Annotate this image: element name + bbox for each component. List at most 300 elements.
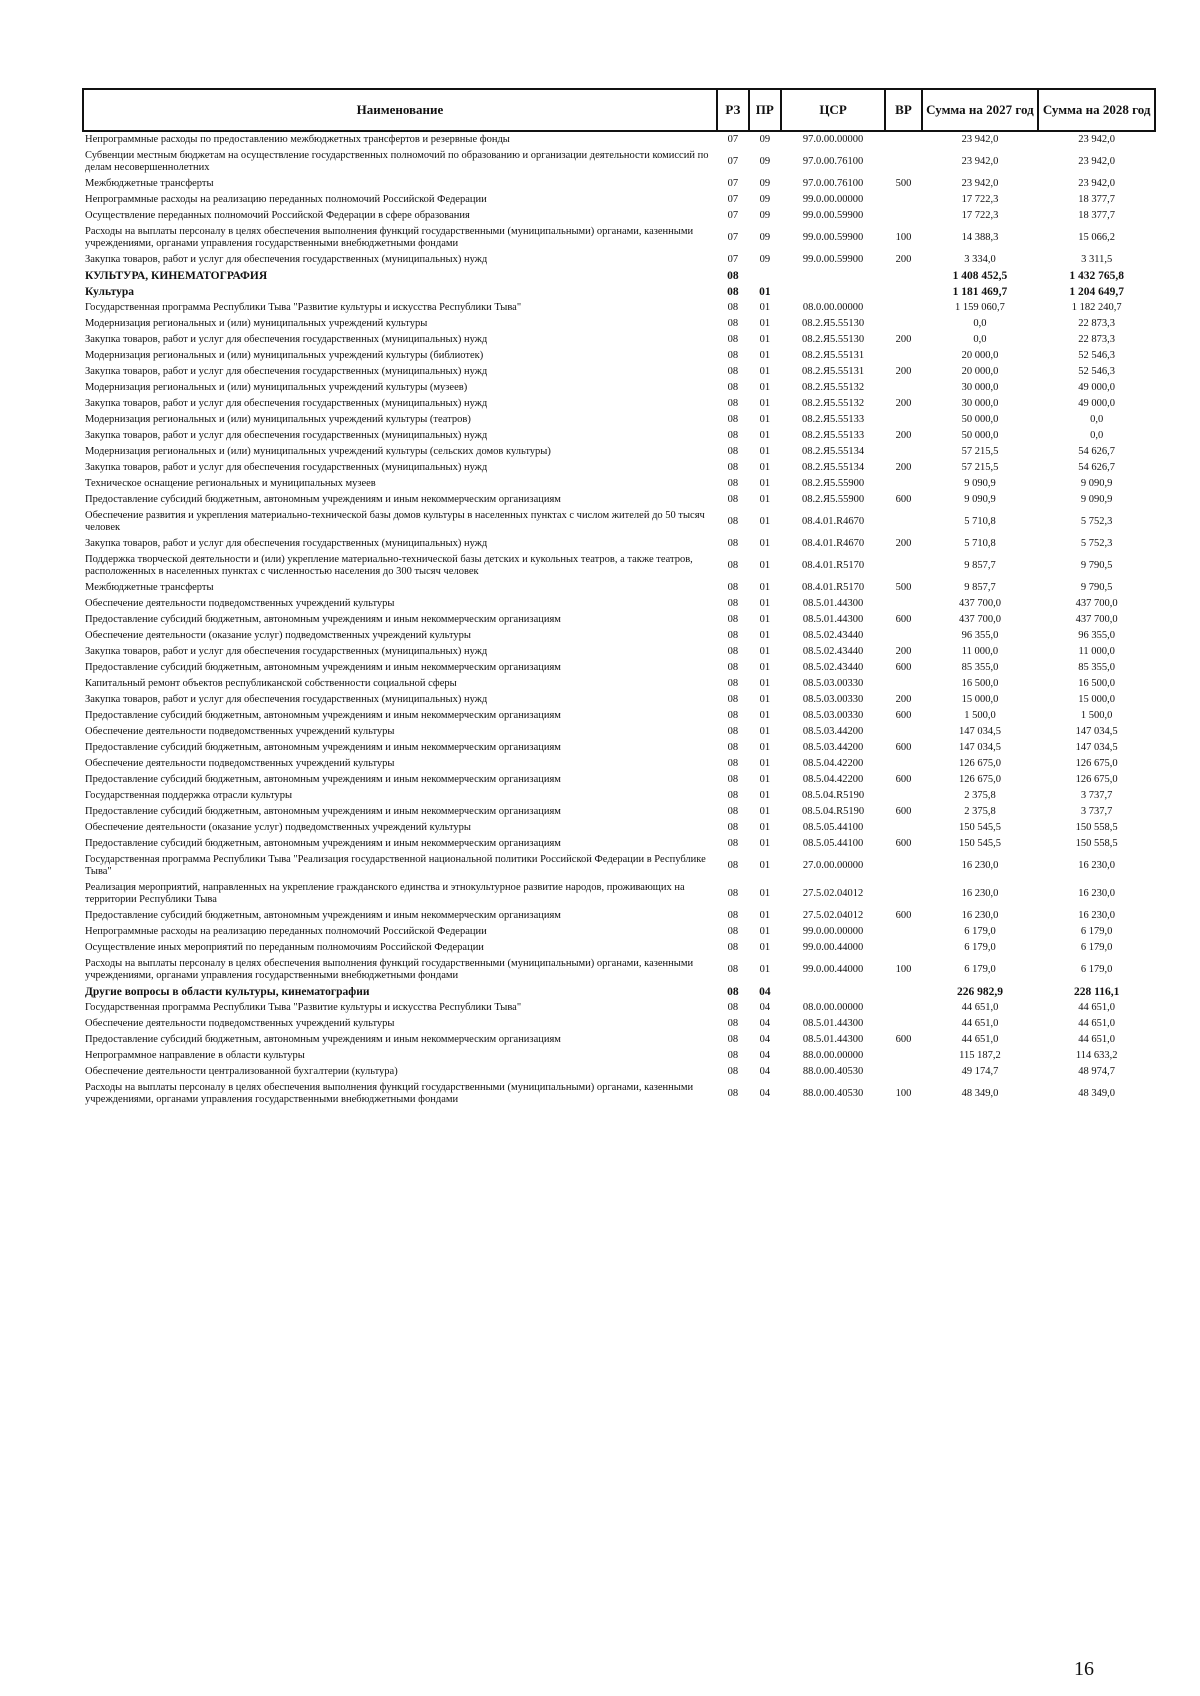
row-rz: 08 xyxy=(727,398,739,409)
row-sum-2028: 23 942,0 xyxy=(1078,156,1116,167)
table-row xyxy=(83,628,1155,644)
row-pr: 01 xyxy=(759,430,771,441)
row-sum-2027: 1 159 060,7 xyxy=(955,302,1005,313)
row-name: Закупка товаров, работ и услуг для обеспечения государственных (муниципальных) нужд xyxy=(85,254,488,265)
row-pr: 04 xyxy=(759,1050,771,1061)
row-sum-2027: 57 215,5 xyxy=(961,462,999,473)
header-pr: ПР xyxy=(749,89,781,131)
row-vr: 200 xyxy=(895,462,912,473)
row-name: Предоставление субсидий бюджетным, автономным учреждениям и иным некоммерческим организациям xyxy=(85,742,561,753)
row-sum-2027: 147 034,5 xyxy=(958,726,1001,737)
row-pr: 09 xyxy=(759,178,771,189)
row-csr: 88.0.00.40530 xyxy=(802,1066,864,1077)
table-row xyxy=(83,1016,1155,1032)
row-sum-2028: 16 230,0 xyxy=(1078,888,1116,899)
row-sum-2028: 147 034,5 xyxy=(1075,742,1118,753)
row-sum-2027: 1 408 452,5 xyxy=(952,270,1008,282)
row-sum-2028: 3 311,5 xyxy=(1081,254,1113,265)
row-csr: 08.5.02.43440 xyxy=(802,662,864,673)
row-rz: 08 xyxy=(727,888,739,899)
table-row xyxy=(83,924,1155,940)
row-pr: 01 xyxy=(759,742,771,753)
row-pr: 01 xyxy=(759,926,771,937)
row-sum-2028: 228 116,1 xyxy=(1073,986,1120,998)
row-sum-2028: 48 349,0 xyxy=(1078,1088,1116,1099)
table-row xyxy=(83,820,1155,836)
row-sum-2028: 1 432 765,8 xyxy=(1069,270,1124,282)
row-sum-2028: 147 034,5 xyxy=(1075,726,1118,737)
row-pr: 01 xyxy=(759,694,771,705)
row-pr: 01 xyxy=(759,516,771,527)
row-sum-2027: 5 710,8 xyxy=(964,516,996,527)
row-name: Предоставление субсидий бюджетным, автономным учреждениям и иным некоммерческим организациям xyxy=(85,910,561,921)
row-sum-2028: 3 737,7 xyxy=(1080,790,1113,801)
row-name: Предоставление субсидий бюджетным, автономным учреждениям и иным некоммерческим организациям xyxy=(85,614,561,625)
row-csr: 88.0.00.40530 xyxy=(802,1088,864,1099)
header-sum-2027: Сумма на 2027 год xyxy=(922,89,1039,131)
table-row xyxy=(83,396,1155,412)
table-row xyxy=(83,612,1155,628)
table-row xyxy=(83,192,1155,208)
row-name: Капитальный ремонт объектов республиканской собственности социальной сферы xyxy=(85,678,457,689)
row-rz: 08 xyxy=(727,758,739,769)
row-sum-2028: 126 675,0 xyxy=(1075,774,1118,785)
row-name: Предоставление субсидий бюджетным, автономным учреждениям и иным некоммерческим организациям xyxy=(85,1034,561,1045)
row-rz: 08 xyxy=(727,430,739,441)
row-sum-2028: 49 000,0 xyxy=(1078,382,1116,393)
row-name: Обеспечение деятельности подведомственных учреждений культуры xyxy=(85,598,395,609)
row-vr xyxy=(885,348,921,364)
row-sum-2028: 1 204 649,7 xyxy=(1069,286,1124,298)
row-sum-2028: 54 626,7 xyxy=(1078,446,1116,457)
row-sum-2027: 0,0 xyxy=(973,334,987,345)
row-name: Предоставление субсидий бюджетным, автономным учреждениям и иным некоммерческим организациям xyxy=(85,774,561,785)
row-pr xyxy=(749,268,781,284)
row-pr: 01 xyxy=(759,662,771,673)
table-row xyxy=(83,536,1155,552)
row-sum-2028: 9 790,5 xyxy=(1080,582,1113,593)
row-vr xyxy=(885,756,921,772)
row-rz: 08 xyxy=(727,598,739,609)
row-pr: 04 xyxy=(759,1088,771,1099)
row-vr: 200 xyxy=(895,646,912,657)
row-pr: 01 xyxy=(759,462,771,473)
row-rz: 08 xyxy=(727,910,739,921)
row-vr xyxy=(885,284,921,300)
row-rz: 08 xyxy=(727,582,739,593)
row-vr xyxy=(885,380,921,396)
row-pr: 01 xyxy=(759,582,771,593)
row-sum-2028: 0,0 xyxy=(1090,414,1104,425)
header-sum-2028: Сумма на 2028 год xyxy=(1038,89,1155,131)
row-pr: 01 xyxy=(759,350,771,361)
table-row xyxy=(83,940,1155,956)
table-row xyxy=(83,724,1155,740)
row-sum-2027: 147 034,5 xyxy=(958,742,1001,753)
table-row xyxy=(83,852,1155,880)
row-pr: 09 xyxy=(759,156,771,167)
row-vr xyxy=(885,596,921,612)
row-csr: 08.2.Я5.55133 xyxy=(801,414,865,425)
row-csr: 08.2.Я5.55900 xyxy=(801,478,865,489)
row-csr: 08.0.00.00000 xyxy=(802,302,864,313)
row-sum-2027: 17 722,3 xyxy=(961,210,999,221)
row-vr xyxy=(885,1000,921,1016)
row-vr: 200 xyxy=(895,430,912,441)
table-row xyxy=(83,908,1155,924)
row-rz: 08 xyxy=(727,710,739,721)
row-name: Обеспечение деятельности централизованной бухгалтерии (культура) xyxy=(85,1066,398,1077)
row-rz: 08 xyxy=(727,646,739,657)
row-rz: 08 xyxy=(727,1034,739,1045)
row-sum-2027: 50 000,0 xyxy=(961,430,999,441)
row-csr: 08.5.01.44300 xyxy=(802,1018,864,1029)
row-name: Закупка товаров, работ и услуг для обеспечения государственных (муниципальных) нужд xyxy=(85,538,488,549)
row-rz: 08 xyxy=(727,1002,739,1013)
row-sum-2027: 9 090,9 xyxy=(964,494,996,505)
row-pr: 01 xyxy=(759,614,771,625)
row-name: Закупка товаров, работ и услуг для обеспечения государственных (муниципальных) нужд xyxy=(85,646,488,657)
row-pr: 01 xyxy=(759,318,771,329)
row-pr: 01 xyxy=(759,790,771,801)
row-sum-2027: 48 349,0 xyxy=(961,1088,999,1099)
row-sum-2027: 437 700,0 xyxy=(958,598,1001,609)
row-csr: 97.0.00.76100 xyxy=(802,178,864,189)
row-name: Непрограммные расходы на реализацию переданных полномочий Российской Федерации xyxy=(85,926,487,937)
row-vr: 500 xyxy=(895,582,912,593)
row-name: Осуществление иных мероприятий по переданным полномочиям Российской Федерации xyxy=(85,942,484,953)
row-sum-2028: 150 558,5 xyxy=(1075,838,1118,849)
row-name: Обеспечение деятельности подведомственных учреждений культуры xyxy=(85,726,395,737)
row-name: Государственная поддержка отрасли культуры xyxy=(85,790,293,801)
row-rz: 08 xyxy=(727,614,739,625)
table-row xyxy=(83,1080,1155,1108)
row-name: Обеспечение деятельности (оказание услуг) подведомственных учреждений культуры xyxy=(85,822,471,833)
row-csr: 08.5.03.00330 xyxy=(802,678,864,689)
row-vr xyxy=(885,444,921,460)
row-sum-2028: 23 942,0 xyxy=(1078,178,1116,189)
row-sum-2027: 30 000,0 xyxy=(961,382,999,393)
row-sum-2027: 11 000,0 xyxy=(961,646,999,657)
row-pr: 01 xyxy=(759,822,771,833)
row-vr: 200 xyxy=(895,254,912,265)
row-csr: 27.0.00.00000 xyxy=(802,860,864,871)
row-vr xyxy=(885,412,921,428)
row-rz: 08 xyxy=(727,774,739,785)
row-csr: 08.5.04.R5190 xyxy=(801,790,865,801)
row-sum-2027: 0,0 xyxy=(973,318,987,329)
row-name: Закупка товаров, работ и услуг для обеспечения государственных (муниципальных) нужд xyxy=(85,334,488,345)
table-row xyxy=(83,224,1155,252)
row-name: Предоставление субсидий бюджетным, автономным учреждениям и иным некоммерческим организациям xyxy=(85,662,561,673)
row-csr: 08.5.02.43440 xyxy=(802,646,864,657)
row-vr: 600 xyxy=(895,806,912,817)
table-row xyxy=(83,268,1155,284)
row-csr: 99.0.00.44000 xyxy=(802,964,864,975)
row-rz: 08 xyxy=(727,742,739,753)
row-rz: 07 xyxy=(727,210,739,221)
row-csr: 99.0.00.00000 xyxy=(802,926,864,937)
row-rz: 07 xyxy=(727,254,739,265)
row-rz: 08 xyxy=(727,350,739,361)
row-csr: 08.5.02.43440 xyxy=(802,630,864,641)
table-body xyxy=(83,131,1155,1108)
row-rz: 07 xyxy=(727,178,739,189)
row-sum-2028: 0,0 xyxy=(1090,430,1104,441)
row-pr: 04 xyxy=(759,1066,771,1077)
row-sum-2027: 126 675,0 xyxy=(958,758,1001,769)
row-csr: 08.5.05.44100 xyxy=(802,822,864,833)
row-sum-2028: 11 000,0 xyxy=(1078,646,1115,657)
row-pr: 01 xyxy=(759,758,771,769)
table-row xyxy=(83,708,1155,724)
row-pr: 01 xyxy=(759,286,771,298)
row-sum-2028: 18 377,7 xyxy=(1078,194,1116,205)
row-sum-2027: 6 179,0 xyxy=(964,964,996,975)
row-sum-2028: 437 700,0 xyxy=(1075,598,1118,609)
row-sum-2027: 44 651,0 xyxy=(961,1034,999,1045)
row-pr: 01 xyxy=(759,334,771,345)
table-row xyxy=(83,644,1155,660)
row-csr: 97.0.00.00000 xyxy=(802,134,864,145)
row-sum-2027: 150 545,5 xyxy=(958,838,1001,849)
row-name: Предоставление субсидий бюджетным, автономным учреждениям и иным некоммерческим организациям xyxy=(85,806,561,817)
row-sum-2028: 44 651,0 xyxy=(1078,1018,1116,1029)
row-sum-2027: 17 722,3 xyxy=(961,194,999,205)
table-row xyxy=(83,788,1155,804)
row-vr xyxy=(885,724,921,740)
row-sum-2027: 16 500,0 xyxy=(961,678,999,689)
row-csr: 08.2.Я5.55130 xyxy=(801,334,865,345)
row-vr xyxy=(885,316,921,332)
table-row xyxy=(83,428,1155,444)
row-csr: 08.2.Я5.55131 xyxy=(801,366,865,377)
row-csr: 08.4.01.R4670 xyxy=(801,538,865,549)
row-sum-2028: 9 090,9 xyxy=(1080,478,1113,489)
table-header xyxy=(83,89,1155,131)
row-name: Закупка товаров, работ и услуг для обеспечения государственных (муниципальных) нужд xyxy=(85,366,488,377)
row-vr xyxy=(885,552,921,580)
row-pr: 01 xyxy=(759,964,771,975)
row-sum-2027: 9 857,7 xyxy=(964,582,996,593)
row-sum-2028: 437 700,0 xyxy=(1075,614,1118,625)
row-rz: 08 xyxy=(727,838,739,849)
row-pr: 04 xyxy=(759,1018,771,1029)
row-vr xyxy=(885,131,921,148)
row-vr: 600 xyxy=(895,710,912,721)
row-rz: 08 xyxy=(727,560,739,571)
row-csr: 08.5.03.44200 xyxy=(802,742,864,753)
table-row xyxy=(83,492,1155,508)
row-sum-2027: 1 181 469,7 xyxy=(952,286,1008,298)
table-row xyxy=(83,364,1155,380)
table-row xyxy=(83,332,1155,348)
row-sum-2028: 16 230,0 xyxy=(1078,860,1116,871)
table-row xyxy=(83,596,1155,612)
row-name: Закупка товаров, работ и услуг для обеспечения государственных (муниципальных) нужд xyxy=(85,398,488,409)
table-row xyxy=(83,1000,1155,1016)
row-rz: 08 xyxy=(727,694,739,705)
row-rz: 08 xyxy=(727,446,739,457)
row-vr xyxy=(885,880,921,908)
row-name: Непрограммные расходы по предоставлению межбюджетных трансфертов и резервные фонды xyxy=(85,134,510,145)
table-row xyxy=(83,412,1155,428)
row-csr xyxy=(781,984,886,1000)
row-vr xyxy=(885,1048,921,1064)
row-sum-2027: 23 942,0 xyxy=(961,156,999,167)
row-name: Непрограммные расходы на реализацию переданных полномочий Российской Федерации xyxy=(85,194,487,205)
row-pr: 09 xyxy=(759,232,771,243)
table-row xyxy=(83,580,1155,596)
row-sum-2027: 2 375,8 xyxy=(964,806,996,817)
row-name: Закупка товаров, работ и услуг для обеспечения государственных (муниципальных) нужд xyxy=(85,694,488,705)
row-sum-2028: 22 873,3 xyxy=(1078,318,1116,329)
table-row xyxy=(83,476,1155,492)
row-pr: 01 xyxy=(759,560,771,571)
row-pr: 01 xyxy=(759,888,771,899)
row-pr: 01 xyxy=(759,366,771,377)
row-pr: 01 xyxy=(759,598,771,609)
table-row xyxy=(83,1064,1155,1080)
row-rz: 08 xyxy=(727,942,739,953)
row-vr xyxy=(885,208,921,224)
row-pr: 01 xyxy=(759,774,771,785)
row-sum-2027: 3 334,0 xyxy=(964,254,996,265)
row-sum-2027: 20 000,0 xyxy=(961,350,999,361)
row-sum-2028: 44 651,0 xyxy=(1078,1034,1116,1045)
row-pr: 01 xyxy=(759,678,771,689)
row-name: Закупка товаров, работ и услуг для обеспечения государственных (муниципальных) нужд xyxy=(85,430,488,441)
row-name: Предоставление субсидий бюджетным, автономным учреждениям и иным некоммерческим организациям xyxy=(85,710,561,721)
header-rz: РЗ xyxy=(717,89,749,131)
row-sum-2028: 15 066,2 xyxy=(1078,232,1116,243)
row-name: Модернизация региональных и (или) муниципальных учреждений культуры (сельских домов культуры) xyxy=(85,446,551,457)
row-vr xyxy=(885,940,921,956)
row-sum-2027: 96 355,0 xyxy=(961,630,999,641)
row-rz: 08 xyxy=(727,334,739,345)
row-rz: 08 xyxy=(727,662,739,673)
row-sum-2027: 23 942,0 xyxy=(961,178,999,189)
row-pr: 01 xyxy=(759,382,771,393)
row-pr: 04 xyxy=(759,1034,771,1045)
table-row xyxy=(83,772,1155,788)
row-sum-2027: 226 982,9 xyxy=(956,986,1003,998)
row-vr: 200 xyxy=(895,538,912,549)
row-name: Обеспечение развития и укрепления материально-технической базы домов культуры в населенных пунктах с числом жителей до 50 тысяч человек xyxy=(85,510,705,533)
row-rz: 08 xyxy=(727,494,739,505)
row-vr: 100 xyxy=(895,964,912,975)
row-name: Расходы на выплаты персоналу в целях обеспечения выполнения функций государственными (муниципальными) органами, казенными учреждениями, органами управления государственными внебюджетными фондами xyxy=(85,226,694,249)
table-row xyxy=(83,508,1155,536)
table-row xyxy=(83,552,1155,580)
row-pr: 09 xyxy=(759,210,771,221)
row-name: Поддержка творческой деятельности и (или) укрепление материально-технической базы детских и кукольных театров, а также театров, расположенных в населенных пунктах с численностью населения до 300 тысяч человек xyxy=(85,554,693,577)
row-vr: 200 xyxy=(895,398,912,409)
row-name: Субвенции местным бюджетам на осуществление государственных полномочий по образованию и организации деятельности комиссий по делам несовершеннолетних xyxy=(85,150,709,173)
row-pr: 01 xyxy=(759,446,771,457)
row-csr: 08.2.Я5.55900 xyxy=(801,494,865,505)
table-row xyxy=(83,460,1155,476)
table-row xyxy=(83,956,1155,984)
table-row xyxy=(83,1048,1155,1064)
row-pr: 01 xyxy=(759,710,771,721)
table-row xyxy=(83,316,1155,332)
row-sum-2027: 14 388,3 xyxy=(961,232,999,243)
table-row xyxy=(83,176,1155,192)
row-sum-2028: 49 000,0 xyxy=(1078,398,1116,409)
row-rz: 08 xyxy=(727,286,739,298)
row-sum-2027: 437 700,0 xyxy=(958,614,1001,625)
row-vr xyxy=(885,300,921,316)
row-rz: 08 xyxy=(727,926,739,937)
row-sum-2028: 6 179,0 xyxy=(1080,964,1113,975)
row-sum-2027: 6 179,0 xyxy=(964,926,996,937)
row-rz: 07 xyxy=(727,194,739,205)
row-vr: 200 xyxy=(895,334,912,345)
row-vr xyxy=(885,676,921,692)
row-csr: 08.5.01.44300 xyxy=(802,1034,864,1045)
row-sum-2027: 44 651,0 xyxy=(961,1002,999,1013)
row-name: Государственная программа Республики Тыва "Развитие культуры и искусства Республики Тыва" xyxy=(85,1002,522,1013)
row-name: Модернизация региональных и (или) муниципальных учреждений культуры (музеев) xyxy=(85,382,468,393)
row-sum-2028: 9 790,5 xyxy=(1080,560,1113,571)
row-vr: 600 xyxy=(895,742,912,753)
row-sum-2027: 9 857,7 xyxy=(964,560,996,571)
table-row xyxy=(83,740,1155,756)
row-rz: 08 xyxy=(727,318,739,329)
row-name: Закупка товаров, работ и услуг для обеспечения государственных (муниципальных) нужд xyxy=(85,462,488,473)
row-vr xyxy=(885,476,921,492)
row-rz: 08 xyxy=(727,1088,739,1099)
row-sum-2028: 5 752,3 xyxy=(1080,516,1113,527)
table-row xyxy=(83,208,1155,224)
row-name: Обеспечение деятельности подведомственных учреждений культуры xyxy=(85,758,395,769)
row-rz: 08 xyxy=(727,806,739,817)
row-pr: 01 xyxy=(759,494,771,505)
row-sum-2027: 16 230,0 xyxy=(961,860,999,871)
row-pr: 01 xyxy=(759,942,771,953)
row-vr: 600 xyxy=(895,910,912,921)
table-row xyxy=(83,756,1155,772)
row-rz: 08 xyxy=(727,1050,739,1061)
row-name: Культура xyxy=(85,286,135,298)
row-sum-2027: 30 000,0 xyxy=(961,398,999,409)
row-name: Обеспечение деятельности (оказание услуг) подведомственных учреждений культуры xyxy=(85,630,471,641)
table-row xyxy=(83,804,1155,820)
row-vr xyxy=(885,1064,921,1080)
row-pr: 01 xyxy=(759,860,771,871)
row-sum-2028: 16 230,0 xyxy=(1078,910,1116,921)
row-sum-2028: 96 355,0 xyxy=(1078,630,1116,641)
row-pr: 01 xyxy=(759,910,771,921)
table-row xyxy=(83,444,1155,460)
row-vr xyxy=(885,984,921,1000)
row-vr: 600 xyxy=(895,662,912,673)
row-csr: 08.0.00.00000 xyxy=(802,1002,864,1013)
row-rz: 07 xyxy=(727,232,739,243)
row-pr: 01 xyxy=(759,538,771,549)
row-csr: 99.0.00.44000 xyxy=(802,942,864,953)
page-number: 16 xyxy=(1074,1658,1094,1680)
row-name: Реализация мероприятий, направленных на укрепление гражданского единства и этнокультурное развитие народов, проживающих на территории Республики Тыва xyxy=(85,882,685,905)
row-pr: 09 xyxy=(759,194,771,205)
table-row xyxy=(83,676,1155,692)
row-rz: 08 xyxy=(727,270,739,282)
row-sum-2027: 57 215,5 xyxy=(961,446,999,457)
row-pr: 01 xyxy=(759,630,771,641)
row-pr: 01 xyxy=(759,838,771,849)
table-row xyxy=(83,380,1155,396)
